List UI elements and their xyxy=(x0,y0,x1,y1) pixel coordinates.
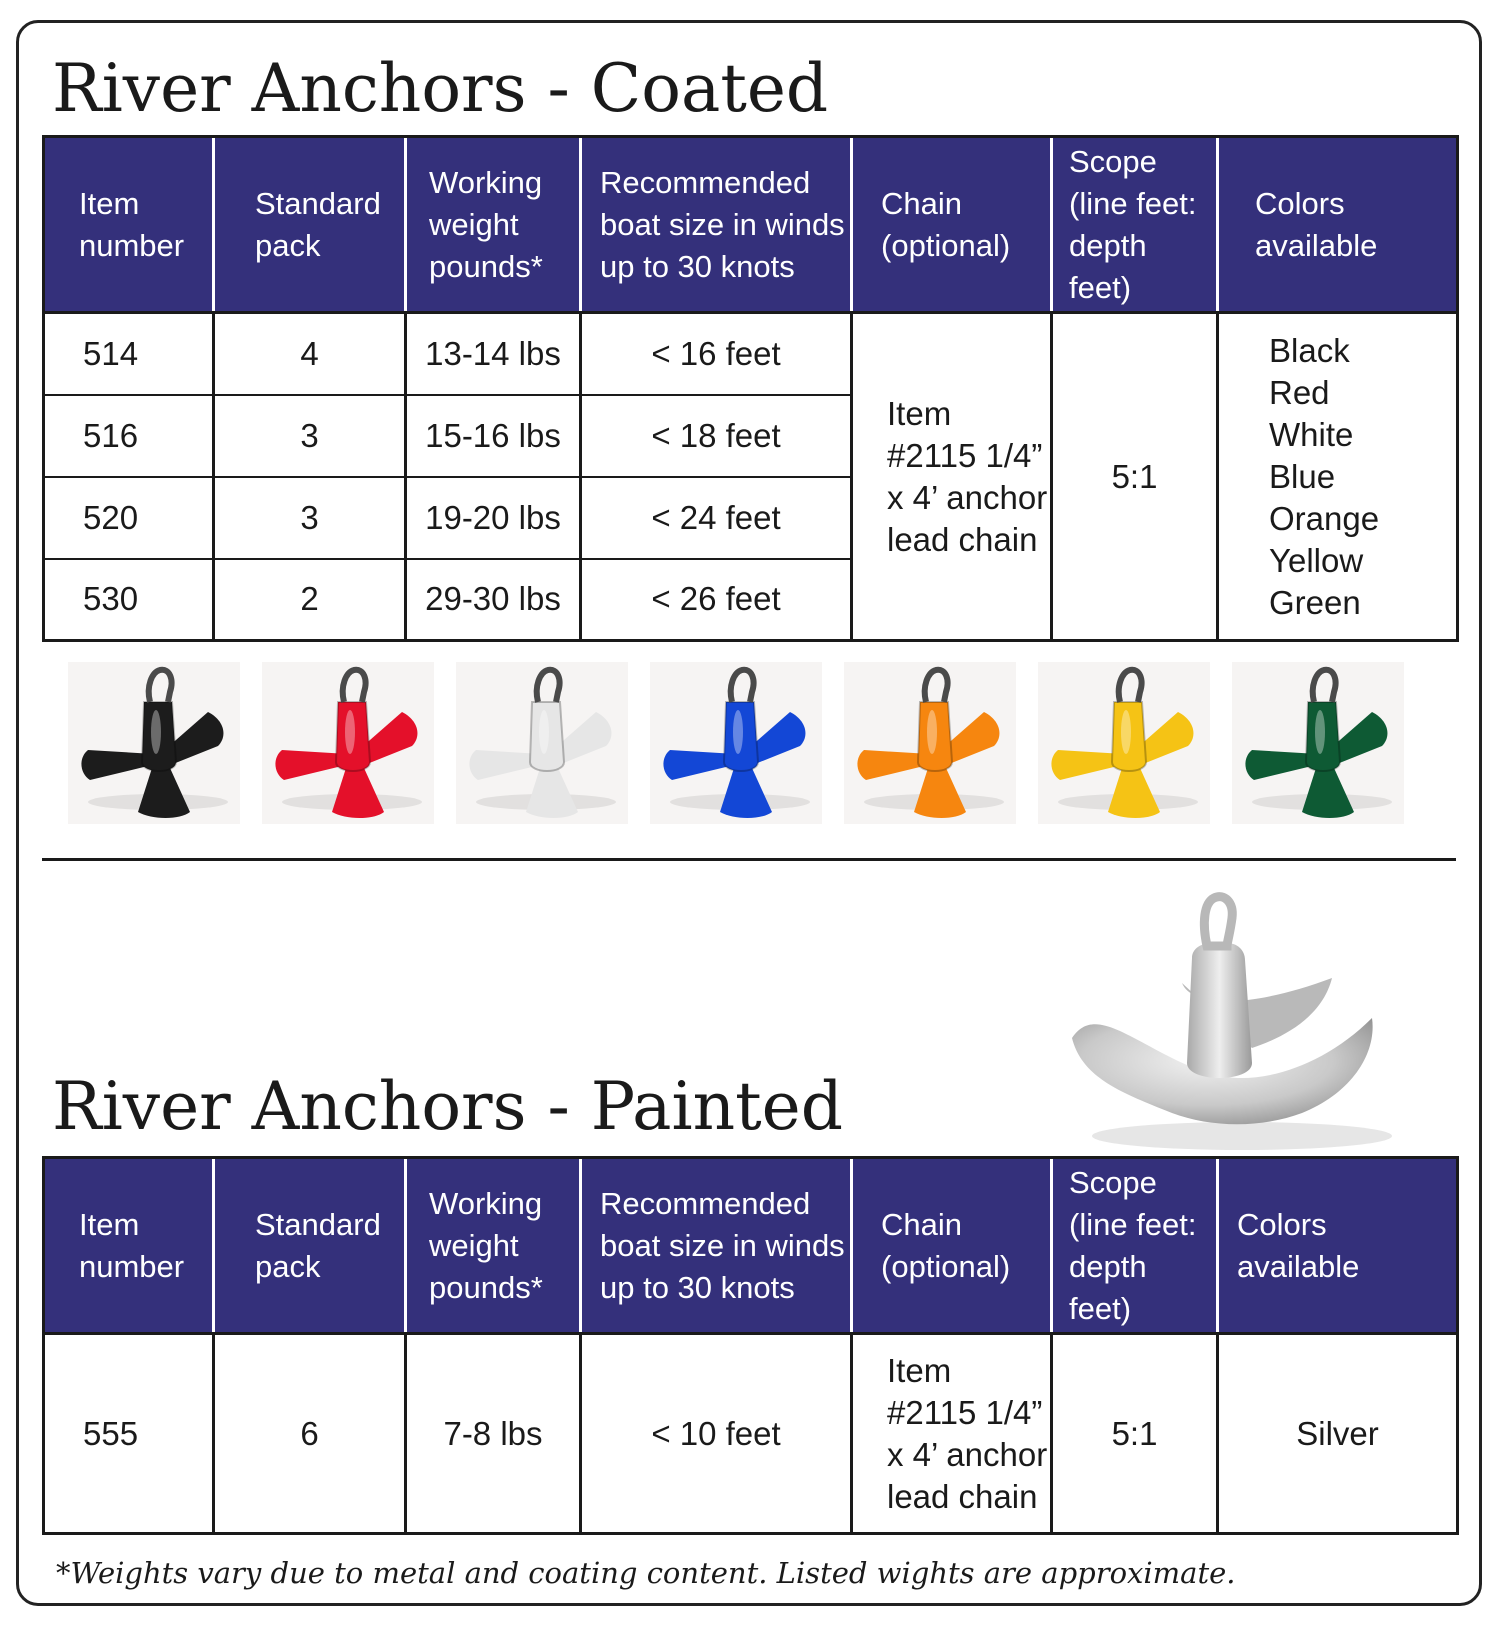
section-divider xyxy=(42,858,1456,861)
chain-cell: Item #2115 1/4” x 4’ anchor lead chain xyxy=(852,1334,1052,1534)
item-number: 530 xyxy=(44,559,214,641)
col-standard-pack: Standard pack xyxy=(214,1158,406,1334)
color-orange: Orange xyxy=(1269,499,1380,537)
colors-cell xyxy=(1218,313,1458,641)
standard-pack: 6 xyxy=(214,1334,406,1534)
boat-size: < 16 feet xyxy=(581,313,852,395)
scope-cell: 5:1 xyxy=(1052,1334,1218,1534)
standard-pack: 2 xyxy=(214,559,406,641)
standard-pack: 4 xyxy=(214,313,406,395)
coated-table xyxy=(42,135,1459,642)
working-weight: 29-30 lbs xyxy=(406,559,581,641)
footnote: *Weights vary due to metal and coating content. Listed wights are approximate. xyxy=(56,1556,1236,1590)
painted-title: River Anchors - Painted xyxy=(52,1068,843,1145)
standard-pack: 3 xyxy=(214,477,406,559)
col-boat-size: Recommended boat size in winds up to 30 knots xyxy=(581,137,852,313)
col-chain: Chain (optional) xyxy=(852,137,1052,313)
col-item-number: Item number xyxy=(44,137,214,313)
item-number: 514 xyxy=(44,313,214,395)
standard-pack: 3 xyxy=(214,395,406,477)
col-item-number: Item number xyxy=(44,1158,214,1334)
anchor-image-red xyxy=(262,662,434,824)
col-scope: Scope (line feet: depth feet) xyxy=(1052,1158,1218,1334)
color-black: Black xyxy=(1269,331,1350,369)
boat-size: < 24 feet xyxy=(581,477,852,559)
col-boat-size: Recommended boat size in winds up to 30 knots xyxy=(581,1158,852,1334)
table-row xyxy=(44,313,1458,395)
color-red: Red xyxy=(1269,373,1330,411)
anchor-image-white xyxy=(456,662,628,824)
colors-cell: Silver xyxy=(1218,1334,1458,1534)
anchor-color-swatches xyxy=(68,662,1408,824)
col-standard-pack: Standard pack xyxy=(214,137,406,313)
boat-size: < 10 feet xyxy=(581,1334,852,1534)
col-working-weight: Working weight pounds* xyxy=(406,137,581,313)
col-scope: Scope (line feet: depth feet) xyxy=(1052,137,1218,313)
color-white: White xyxy=(1269,415,1354,453)
working-weight: 7-8 lbs xyxy=(406,1334,581,1534)
painted-header-row xyxy=(44,1158,1458,1334)
scope-cell: 5:1 xyxy=(1052,313,1218,641)
coated-header-row xyxy=(44,137,1458,313)
coated-title: River Anchors - Coated xyxy=(52,50,829,127)
boat-size: < 26 feet xyxy=(581,559,852,641)
col-chain: Chain (optional) xyxy=(852,1158,1052,1334)
silver-anchor-image xyxy=(1052,888,1412,1158)
color-blue: Blue xyxy=(1269,457,1336,495)
table-row xyxy=(44,1334,1458,1534)
working-weight: 13-14 lbs xyxy=(406,313,581,395)
working-weight: 19-20 lbs xyxy=(406,477,581,559)
working-weight: 15-16 lbs xyxy=(406,395,581,477)
col-colors: Colors available xyxy=(1218,137,1458,313)
item-number: 555 xyxy=(44,1334,214,1534)
color-yellow: Yellow xyxy=(1269,541,1364,579)
chain-cell: Item #2115 1/4” x 4’ anchor lead chain xyxy=(852,313,1052,641)
anchor-image-black xyxy=(68,662,240,824)
anchor-image-green xyxy=(1232,662,1404,824)
col-working-weight: Working weight pounds* xyxy=(406,1158,581,1334)
item-number: 520 xyxy=(44,477,214,559)
boat-size: < 18 feet xyxy=(581,395,852,477)
anchor-image-yellow xyxy=(1038,662,1210,824)
color-green: Green xyxy=(1269,583,1361,621)
painted-table xyxy=(42,1156,1459,1535)
anchor-image-orange xyxy=(844,662,1016,824)
col-colors: Colors available xyxy=(1218,1158,1458,1334)
item-number: 516 xyxy=(44,395,214,477)
anchor-image-blue xyxy=(650,662,822,824)
